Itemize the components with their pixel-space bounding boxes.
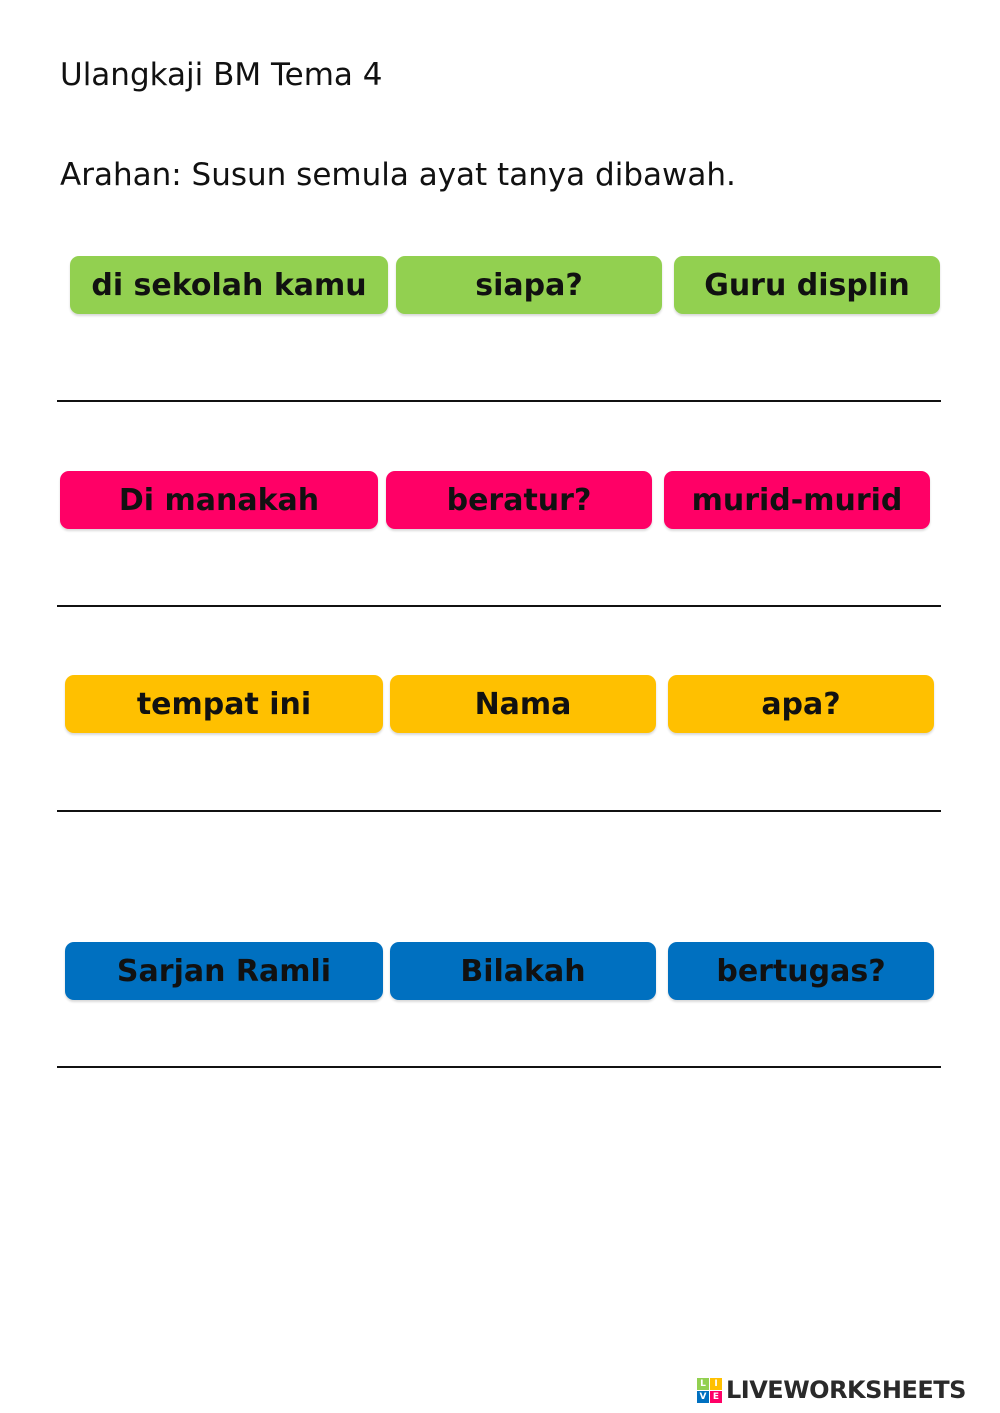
word-tile[interactable]: beratur? [386, 471, 652, 529]
word-tile[interactable]: siapa? [396, 256, 662, 314]
worksheet-title: Ulangkaji BM Tema 4 [60, 57, 383, 93]
logo-text: LIVEWORKSHEETS [726, 1376, 966, 1404]
answer-line[interactable] [57, 810, 941, 812]
answer-line[interactable] [57, 1066, 941, 1068]
liveworksheets-logo [697, 1376, 966, 1404]
word-tile[interactable]: murid-murid [664, 471, 930, 529]
logo-icon: L I V E [697, 1378, 722, 1403]
word-tile[interactable]: apa? [668, 675, 934, 733]
answer-line[interactable] [57, 400, 941, 402]
word-tile[interactable]: Guru displin [674, 256, 940, 314]
word-tile[interactable]: di sekolah kamu [70, 256, 388, 314]
word-tile[interactable]: Sarjan Ramli [65, 942, 383, 1000]
word-tile[interactable]: tempat ini [65, 675, 383, 733]
word-tile[interactable]: bertugas? [668, 942, 934, 1000]
word-tile[interactable]: Bilakah [390, 942, 656, 1000]
word-tile[interactable]: Di manakah [60, 471, 378, 529]
word-tile[interactable]: Nama [390, 675, 656, 733]
instruction-text: Arahan: Susun semula ayat tanya dibawah. [60, 157, 736, 193]
answer-line[interactable] [57, 605, 941, 607]
